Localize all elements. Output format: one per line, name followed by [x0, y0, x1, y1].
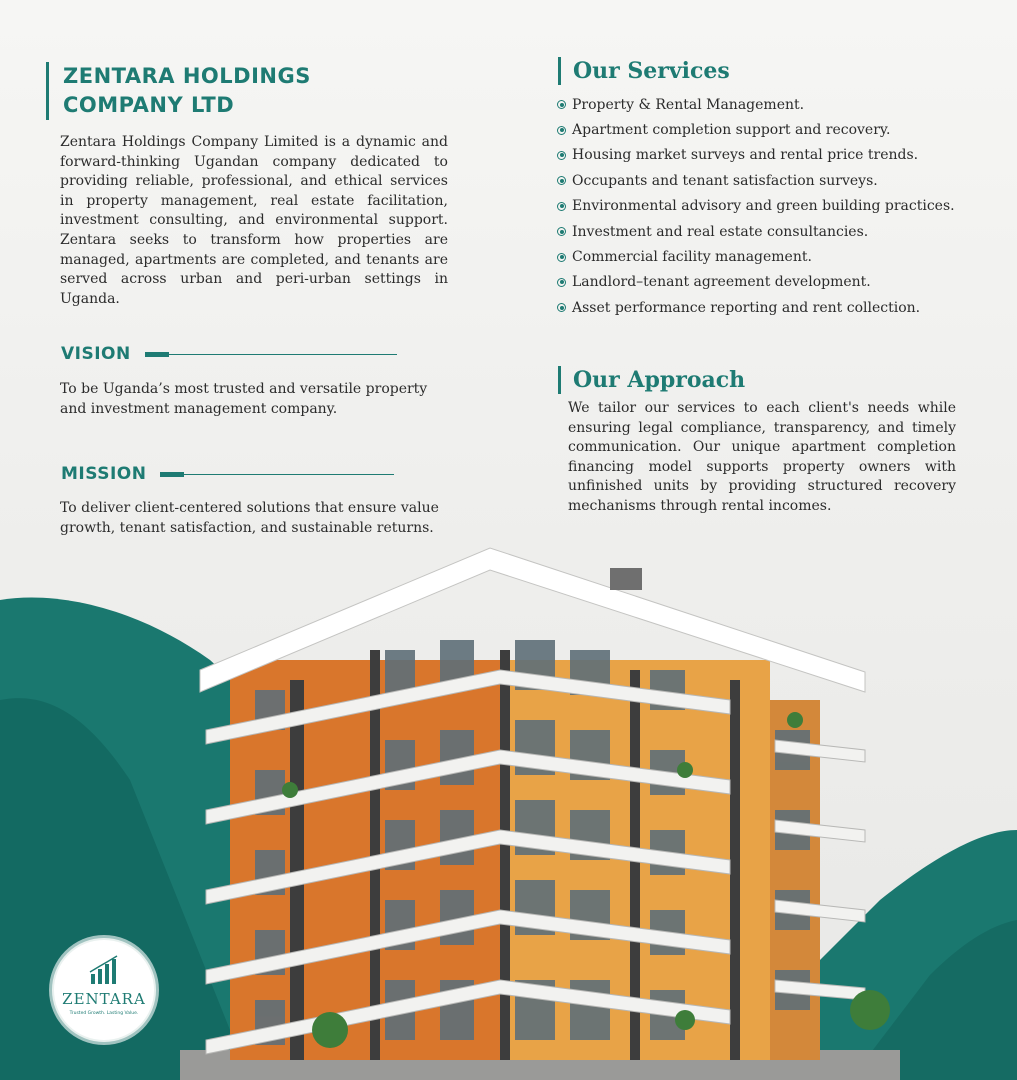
bullet-icon [557, 176, 566, 185]
bullet-icon [557, 202, 566, 211]
company-intro: Zentara Holdings Company Limited is a dynamic and forward-thinking Ugandan company dedicated to providing reliable, professional, and ethical services in property management, real estate facilitation, investment consulting, and environmental support. Zentara seeks to transform how properties are managed, apartments are completed, and tenants are served across urban and peri-urban settings in Uganda. [60, 134, 448, 307]
bar-chart-logo-icon [88, 954, 120, 986]
service-item: Occupants and tenant satisfaction surveys. [557, 168, 997, 193]
bullet-icon [557, 151, 566, 160]
bullet-icon [557, 303, 566, 312]
mission-title: MISSION [61, 464, 147, 484]
service-item: Commercial facility management. [557, 244, 997, 269]
vision-divider-thin [169, 354, 397, 355]
logo-tagline: Trusted Growth. Lasting Value. [69, 1011, 139, 1016]
service-item: Investment and real estate consultancies. [557, 219, 997, 244]
approach-title: Our Approach [558, 366, 745, 394]
service-item: Property & Rental Management. [557, 92, 997, 117]
company-name-line2: COMPANY LTD [63, 93, 235, 117]
vision-title: VISION [61, 344, 131, 364]
mission-heading [61, 464, 394, 484]
bullet-icon [557, 126, 566, 135]
bullet-icon [557, 227, 566, 236]
services-list [557, 92, 997, 321]
bullet-icon [557, 100, 566, 109]
service-item: Environmental advisory and green building practices. [557, 194, 997, 219]
zentara-logo [52, 938, 156, 1042]
company-heading [46, 62, 363, 120]
company-name-line1: ZENTARA HOLDINGS [63, 64, 311, 88]
mission-divider-thin [184, 474, 394, 475]
bullet-icon [557, 253, 566, 262]
logo-wordmark: ZENTARA [62, 990, 146, 1008]
approach-text: We tailor our services to each client's needs while ensuring legal compliance, transparency, and timely communication. Our unique apartment completion financing model supports property owners with unfinished units by providing structured recovery mechanisms through rental incomes. [568, 400, 956, 514]
vision-divider-thick [145, 352, 169, 357]
mission-divider-thick [160, 472, 184, 477]
mission-text: To deliver client-centered solutions that ensure value growth, tenant satisfaction, and sustainable returns. [60, 500, 439, 536]
service-item: Asset performance reporting and rent collection. [557, 295, 997, 320]
vision-text: To be Uganda’s most trusted and versatile property and investment management company. [60, 381, 428, 417]
service-item: Housing market surveys and rental price trends. [557, 143, 997, 168]
vision-heading [61, 344, 397, 364]
service-item: Apartment completion support and recovery. [557, 117, 997, 142]
services-title: Our Services [558, 57, 730, 85]
service-item: Landlord–tenant agreement development. [557, 270, 997, 295]
apartment-building-image [170, 540, 920, 1080]
bullet-icon [557, 278, 566, 287]
